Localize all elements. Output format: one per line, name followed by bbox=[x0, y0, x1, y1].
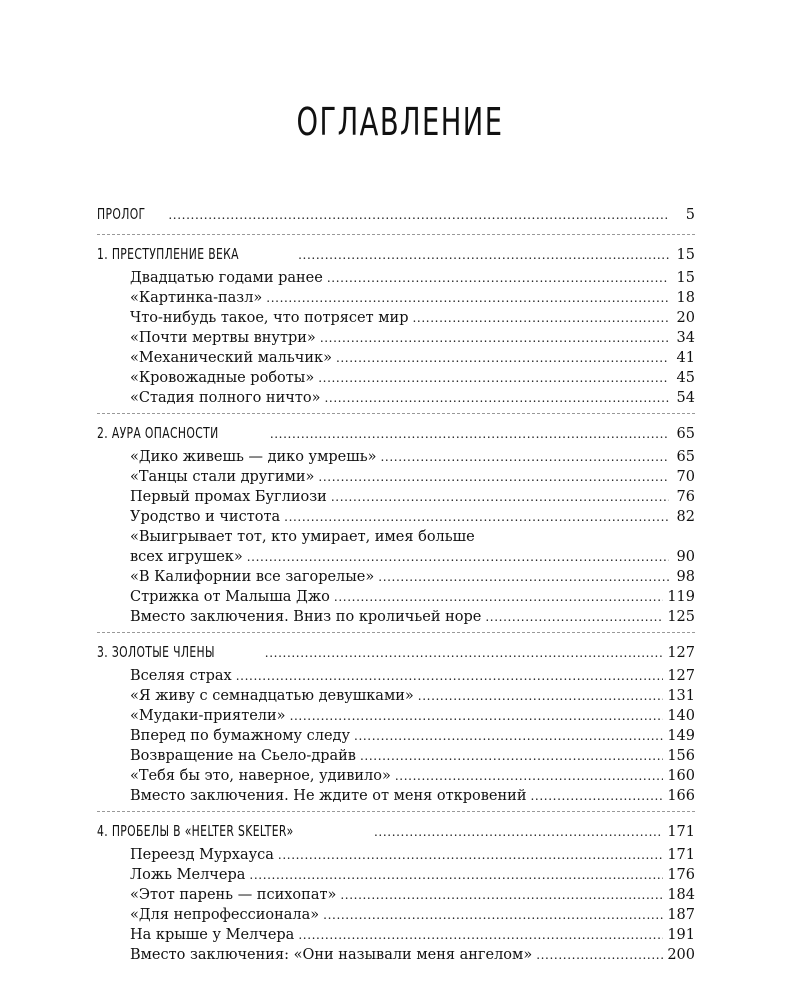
dot-leader bbox=[270, 421, 669, 447]
toc-page-number: 166 bbox=[667, 788, 695, 804]
toc-page-number: 187 bbox=[667, 907, 695, 923]
toc-section-chapter-3 bbox=[97, 640, 695, 812]
toc-entry[interactable] bbox=[97, 288, 695, 308]
toc-entry-label: «Выигрывает тот, кто умирает, имея больше bbox=[130, 529, 475, 545]
toc-page-number: 5 bbox=[685, 207, 695, 223]
dot-leader bbox=[374, 819, 663, 845]
toc-entry[interactable] bbox=[97, 388, 695, 408]
toc-entry[interactable] bbox=[97, 587, 695, 607]
toc-page-number: 140 bbox=[667, 708, 695, 724]
dot-leader bbox=[485, 607, 663, 627]
dot-leader bbox=[354, 726, 663, 746]
toc-page-number: 127 bbox=[667, 645, 695, 661]
toc-chapter-label: 3. ЗОЛОТЫЕ ЧЛЕНЫ bbox=[97, 643, 215, 661]
dot-leader bbox=[536, 945, 663, 965]
toc-page-number: 119 bbox=[667, 589, 695, 605]
toc-entry[interactable] bbox=[97, 666, 695, 686]
toc-page-number: 191 bbox=[667, 927, 695, 943]
toc-entry[interactable] bbox=[97, 726, 695, 746]
toc-section-chapter-2 bbox=[97, 421, 695, 633]
toc-entry[interactable] bbox=[97, 487, 695, 507]
dot-leader bbox=[340, 885, 663, 905]
toc-entry-label: «Тебя бы это, наверное, удивило» bbox=[130, 768, 391, 784]
toc-entry-label: Первый промах Буглиози bbox=[130, 489, 327, 505]
toc-entry[interactable] bbox=[97, 567, 695, 587]
dot-leader bbox=[331, 487, 669, 507]
toc-entry[interactable] bbox=[97, 706, 695, 726]
toc-entry-label: Вместо заключения. Вниз по кроличьей норе bbox=[130, 609, 482, 625]
toc-entry-label: «Мудаки-приятели» bbox=[130, 708, 286, 724]
toc-page-number: 65 bbox=[676, 426, 695, 442]
toc-entry-label: «Кровожадные роботы» bbox=[130, 370, 315, 386]
toc-entry-label: Вперед по бумажному следу bbox=[130, 728, 351, 744]
toc-entry-label: «Картинка-пазл» bbox=[130, 290, 263, 306]
toc-entry[interactable] bbox=[97, 686, 695, 706]
toc-chapter-label: ПРОЛОГ bbox=[97, 205, 146, 223]
toc-entry-label: «Этот парень — психопат» bbox=[130, 887, 337, 903]
toc-page-number: 184 bbox=[667, 887, 695, 903]
toc-entry-label: Стрижка от Малыша Джо bbox=[130, 589, 330, 605]
dot-leader bbox=[266, 288, 669, 308]
dot-leader bbox=[380, 447, 669, 467]
toc-page-number: 131 bbox=[667, 688, 695, 704]
toc-chapter[interactable] bbox=[97, 202, 695, 228]
toc-entry-label: Переезд Мурхауса bbox=[130, 847, 274, 863]
toc-chapter[interactable] bbox=[97, 242, 695, 268]
toc-entry-label: Вместо заключения: «Они называли меня ангелом» bbox=[130, 947, 533, 963]
toc-section-prolog bbox=[97, 202, 695, 235]
toc-entry-label: «Механический мальчик» bbox=[130, 350, 332, 366]
dot-leader bbox=[168, 202, 669, 228]
dot-leader bbox=[236, 666, 664, 686]
toc-section-chapter-1 bbox=[97, 242, 695, 414]
toc-entry-label: «Стадия полного ничто» bbox=[130, 390, 321, 406]
dot-leader bbox=[284, 507, 669, 527]
toc-entry-label: Что-нибудь такое, что потрясет мир bbox=[130, 310, 409, 326]
toc-entry[interactable] bbox=[97, 268, 695, 288]
toc-page-number: 76 bbox=[676, 489, 695, 505]
toc-page-number: 82 bbox=[676, 509, 695, 525]
toc-entry[interactable] bbox=[97, 945, 695, 965]
toc-entry[interactable] bbox=[97, 766, 695, 786]
toc-entry[interactable] bbox=[97, 746, 695, 766]
toc-entry[interactable] bbox=[97, 308, 695, 328]
dot-leader bbox=[360, 746, 663, 766]
toc-chapter-label: 1. ПРЕСТУПЛЕНИЕ ВЕКА bbox=[97, 245, 239, 263]
toc-entry[interactable] bbox=[97, 507, 695, 527]
toc-entry-label: «Танцы стали другими» bbox=[130, 469, 315, 485]
toc-page-number: 200 bbox=[667, 947, 695, 963]
dot-leader bbox=[395, 766, 663, 786]
toc-page-number: 18 bbox=[676, 290, 695, 306]
toc-entry-label-continued: всех игрушек» bbox=[130, 549, 243, 565]
toc-chapter[interactable] bbox=[97, 819, 695, 845]
toc-page-number: 34 bbox=[676, 330, 695, 346]
toc-chapter[interactable] bbox=[97, 421, 695, 447]
toc-page-number: 70 bbox=[676, 469, 695, 485]
dot-leader bbox=[323, 905, 663, 925]
toc-chapter-label: 2. АУРА ОПАСНОСТИ bbox=[97, 424, 219, 442]
toc-page-number: 45 bbox=[676, 370, 695, 386]
dot-leader bbox=[418, 686, 664, 706]
dot-leader bbox=[249, 865, 663, 885]
toc-entry-label: Возвращение на Сьело-драйв bbox=[130, 748, 356, 764]
toc-entry-label: Вселяя страх bbox=[130, 668, 232, 684]
dot-leader bbox=[298, 925, 663, 945]
toc-page-number: 156 bbox=[667, 748, 695, 764]
toc-page-number: 41 bbox=[676, 350, 695, 366]
toc-entry[interactable] bbox=[97, 865, 695, 885]
toc-entry-label: «В Калифорнии все загорелые» bbox=[130, 569, 375, 585]
toc-entry-label: «Для непрофессионала» bbox=[130, 907, 320, 923]
toc-entry[interactable] bbox=[97, 786, 695, 806]
dot-leader bbox=[278, 845, 663, 865]
toc-page-number: 125 bbox=[667, 609, 695, 625]
toc-page-number: 160 bbox=[667, 768, 695, 784]
toc-entry-label: На крыше у Мелчера bbox=[130, 927, 295, 943]
toc-chapter[interactable] bbox=[97, 640, 695, 666]
toc-entry[interactable] bbox=[97, 885, 695, 905]
toc-entry[interactable] bbox=[97, 368, 695, 388]
dot-leader bbox=[318, 467, 669, 487]
toc-page-number: 20 bbox=[676, 310, 695, 326]
dot-leader bbox=[336, 348, 669, 368]
dot-leader bbox=[324, 388, 669, 408]
dot-leader bbox=[327, 268, 669, 288]
toc-entry[interactable] bbox=[97, 467, 695, 487]
toc-entry-label: «Дико живешь — дико умрешь» bbox=[130, 449, 377, 465]
table-of-contents bbox=[97, 202, 695, 977]
toc-entry[interactable] bbox=[97, 925, 695, 945]
toc-page-number: 65 bbox=[676, 449, 695, 465]
dot-leader bbox=[298, 242, 669, 268]
toc-page-number: 98 bbox=[676, 569, 695, 585]
dot-leader bbox=[290, 706, 664, 726]
toc-page-number: 15 bbox=[676, 247, 695, 263]
toc-entry[interactable] bbox=[97, 607, 695, 627]
toc-entry-label: Двадцатью годами ранее bbox=[130, 270, 323, 286]
dot-leader bbox=[318, 368, 669, 388]
toc-entry[interactable] bbox=[97, 348, 695, 368]
toc-page-number: 149 bbox=[667, 728, 695, 744]
toc-entry-label: Вместо заключения. Не ждите от меня откровений bbox=[130, 788, 527, 804]
toc-entry[interactable] bbox=[97, 447, 695, 467]
dot-leader bbox=[334, 587, 663, 607]
toc-entry-label: Ложь Мелчера bbox=[130, 867, 246, 883]
toc-entry[interactable] bbox=[97, 905, 695, 925]
toc-entry-label: «Я живу с семнадцатью девушками» bbox=[130, 688, 414, 704]
dot-leader bbox=[247, 547, 669, 567]
page-title: ОГЛАВЛЕНИЕ bbox=[296, 100, 504, 144]
dot-leader bbox=[378, 567, 669, 587]
toc-page-number: 171 bbox=[667, 847, 695, 863]
toc-section-chapter-4 bbox=[97, 819, 695, 970]
dot-leader bbox=[265, 640, 664, 666]
toc-page-number: 90 bbox=[676, 549, 695, 565]
toc-page-number: 15 bbox=[676, 270, 695, 286]
toc-entry-label: Уродство и чистота bbox=[130, 509, 281, 525]
toc-page-number: 127 bbox=[667, 668, 695, 684]
toc-page-number: 54 bbox=[676, 390, 695, 406]
toc-entry-multiline[interactable] bbox=[97, 527, 695, 567]
toc-page-number: 176 bbox=[667, 867, 695, 883]
toc-entry[interactable] bbox=[97, 328, 695, 348]
toc-page-number: 171 bbox=[667, 824, 695, 840]
toc-entry[interactable] bbox=[97, 845, 695, 865]
dot-leader bbox=[413, 308, 670, 328]
toc-entry-label: «Почти мертвы внутри» bbox=[130, 330, 316, 346]
toc-chapter-label: 4. ПРОБЕЛЫ В «HELTER SKELTER» bbox=[97, 822, 294, 840]
dot-leader bbox=[531, 786, 664, 806]
dot-leader bbox=[320, 328, 669, 348]
